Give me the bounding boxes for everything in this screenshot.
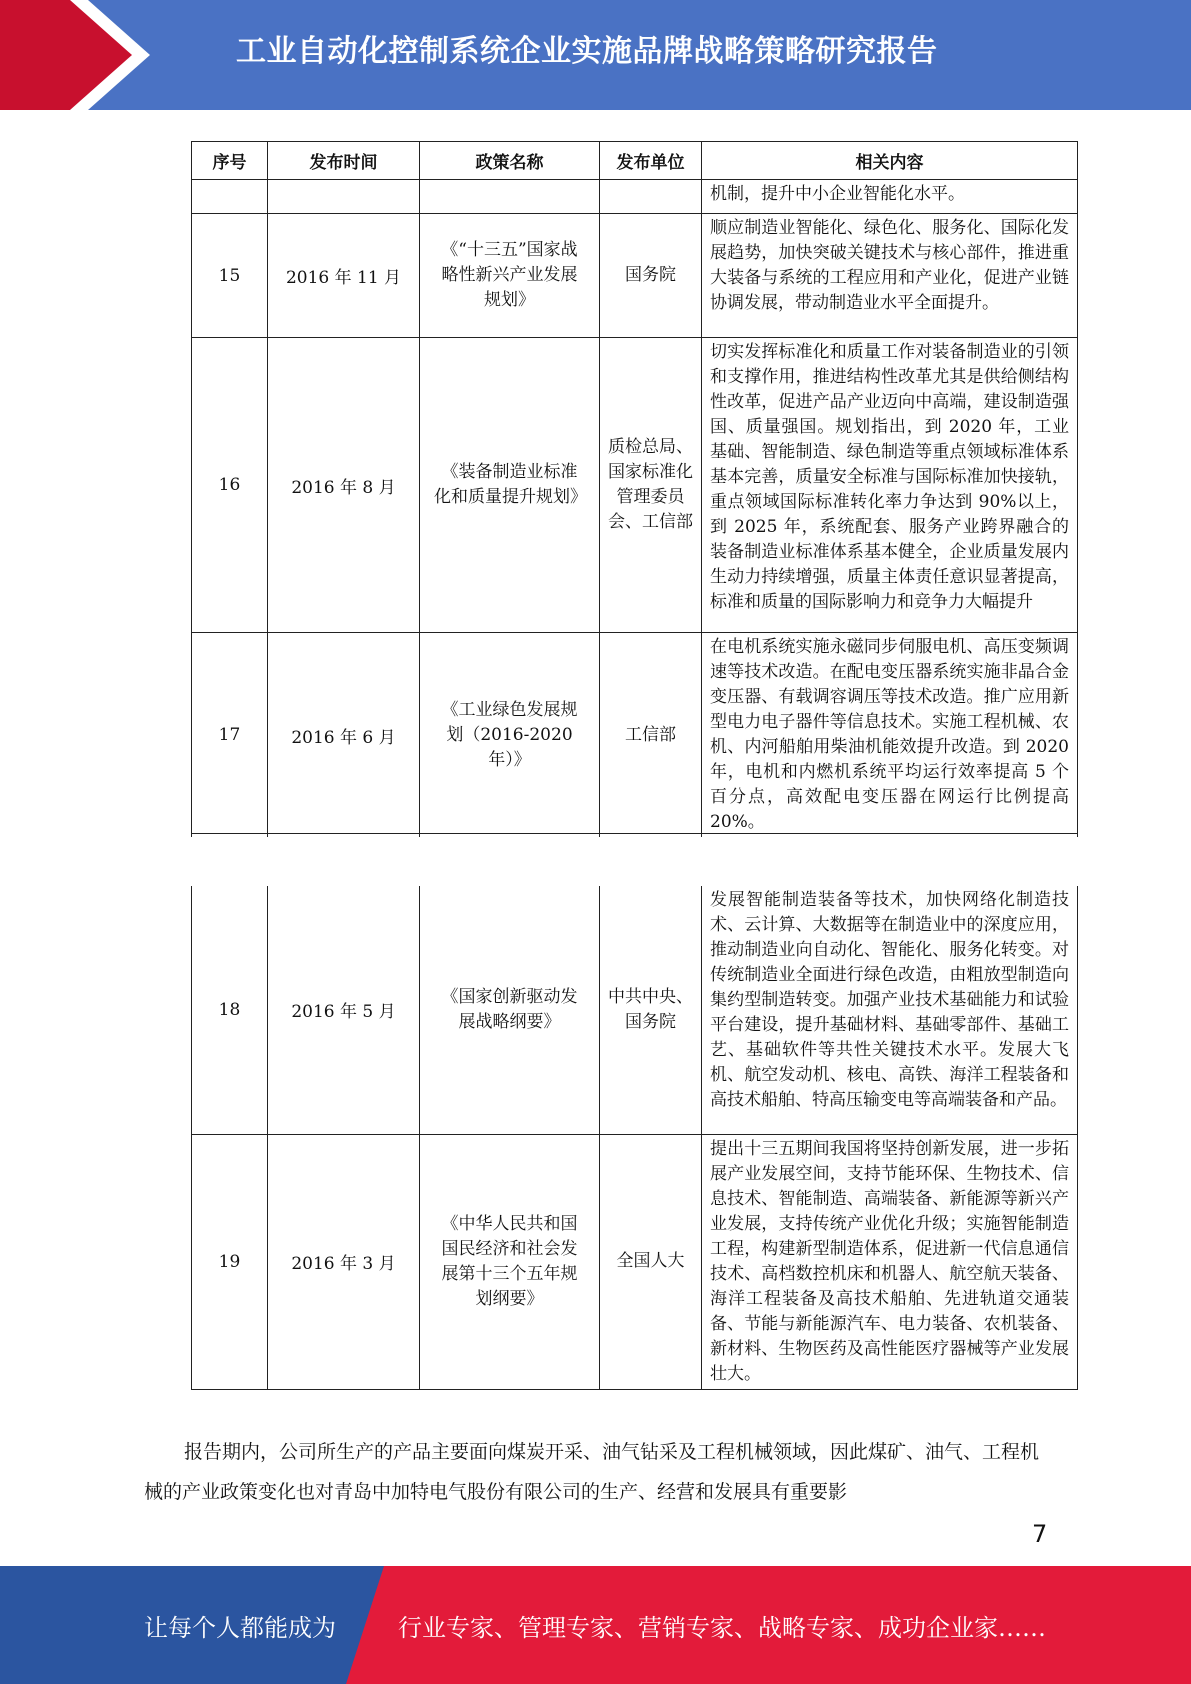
row-content: 顺应制造业智能化、绿色化、服务化、国际化发展趋势，加快突破关键技术与核心部件，推进重大装备与系统的工程应用和产业化，促进产业链协调发展，带动制造业水平全面提升。 [702, 214, 1078, 338]
footer-slogan-left: 让每个人都能成为 [144, 1614, 336, 1642]
row-no: 18 [192, 886, 268, 1134]
row-policy-name: 《“十三五”国家战略性新兴产业发展规划》 [420, 214, 600, 338]
row-unit: 工信部 [600, 633, 702, 838]
header-date: 发布时间 [268, 142, 420, 180]
footer-slogan-right: 行业专家、管理专家、营销专家、战略专家、成功企业家…… [398, 1614, 1046, 1642]
table-row [192, 214, 1078, 338]
table-row-carryover [192, 180, 1078, 214]
header-title: 工业自动化控制系统企业实施品牌战略策略研究报告 [236, 34, 938, 69]
chevron-arrow-icon [0, 0, 160, 110]
row-content: 在电机系统实施永磁同步伺服电机、高压变频调速等技术改造。在配电变压器系统实施非晶合金变压器、有载调容调压等技术改造。推广应用新型电力电子器件等信息技术。实施工程机械、农机、内河船舶用柴油机能效提升改造。到 2020 年，电机和内燃机系统平均运行效率提高 5 个百分点，高效配电变压器在网运行比例提高 20%。 [702, 633, 1078, 838]
row-no: 19 [192, 1134, 268, 1389]
page-footer [0, 1566, 1191, 1684]
table-row [192, 1134, 1078, 1389]
header-unit: 发布单位 [600, 142, 702, 180]
page-number: 7 [1032, 1520, 1048, 1548]
table-row [192, 338, 1078, 633]
row-unit: 全国人大 [600, 1134, 702, 1389]
row-unit: 中共中央、国务院 [600, 886, 702, 1134]
row-policy-name: 《中华人民共和国国民经济和社会发展第十三个五年规划纲要》 [420, 1134, 600, 1389]
row-content: 发展智能制造装备等技术，加快网络化制造技术、云计算、大数据等在制造业中的深度应用，推动制造业向自动化、智能化、服务化转变。对传统制造业全面进行绿色改造，由粗放型制造向集约型制造转变。加强产业技术基础能力和试验平台建设，提升基础材料、基础零部件、基础工艺、基础软件等共性关键技术水平。发展大飞机、航空发动机、核电、高铁、海洋工程装备和高技术船舶、特高压输变电等高端装备和产品。 [702, 886, 1078, 1134]
header-name: 政策名称 [420, 142, 600, 180]
row-no: 16 [192, 338, 268, 633]
header-content: 相关内容 [702, 142, 1078, 180]
policy-table-part-1 [191, 141, 1078, 837]
carryover-content: 机制，提升中小企业智能化水平。 [702, 180, 1078, 214]
row-content: 切实发挥标准化和质量工作对装备制造业的引领和支撑作用，推进结构性改革尤其是供给侧结构性改革，促进产品产业迈向中高端，建设制造强国、质量强国。规划指出，到 2020 年，工业基础、智能制造、绿色制造等重点领域标准体系基本完善，质量安全标准与国际标准加快接轨，重点领域国际标准转化率力争达到 90%以上，到 2025 年，系统配套、服务产业跨界融合的装备制造业标准体系基本健全，企业质量发展内生动力持续增强，质量主体责任意识显著提高，标准和质量的国际影响力和竞争力大幅提升 [702, 338, 1078, 633]
table-header-row [192, 142, 1078, 180]
row-unit: 质检总局、国家标准化管理委员会、工信部 [600, 338, 702, 633]
row-date: 2016 年 5 月 [268, 886, 420, 1134]
row-date: 2016 年 3 月 [268, 1134, 420, 1389]
row-policy-name: 《装备制造业标准化和质量提升规划》 [420, 338, 600, 633]
body-paragraph: 报告期内，公司所生产的产品主要面向煤炭开采、油气钻采及工程机械领域，因此煤矿、油气、工程机械的产业政策变化也对青岛中加特电气股份有限公司的生产、经营和发展具有重要影 [144, 1441, 1040, 1503]
row-date: 2016 年 8 月 [268, 338, 420, 633]
header-no: 序号 [192, 142, 268, 180]
row-policy-name: 《工业绿色发展规划（2016-2020 年）》 [420, 633, 600, 838]
row-date: 2016 年 11 月 [268, 214, 420, 338]
table-break-line [191, 833, 1077, 834]
table-row [192, 633, 1078, 838]
row-no: 17 [192, 633, 268, 838]
row-policy-name: 《国家创新驱动发展战略纲要》 [420, 886, 600, 1134]
table-row [192, 886, 1078, 1134]
page-header [0, 0, 1191, 110]
row-unit: 国务院 [600, 214, 702, 338]
row-content: 提出十三五期间我国将坚持创新发展，进一步拓展产业发展空间，支持节能环保、生物技术、信息技术、智能制造、高端装备、新能源等新兴产业发展，支持传统产业优化升级；实施智能制造工程，构建新型制造体系，促进新一代信息通信技术、高档数控机床和机器人、航空航天装备、海洋工程装备及高技术船舶、先进轨道交通装备、节能与新能源汽车、电力装备、农机装备、新材料、生物医药及高性能医疗器械等产业发展壮大。 [702, 1134, 1078, 1389]
policy-table-part-2 [191, 886, 1078, 1390]
row-date: 2016 年 6 月 [268, 633, 420, 838]
row-no: 15 [192, 214, 268, 338]
